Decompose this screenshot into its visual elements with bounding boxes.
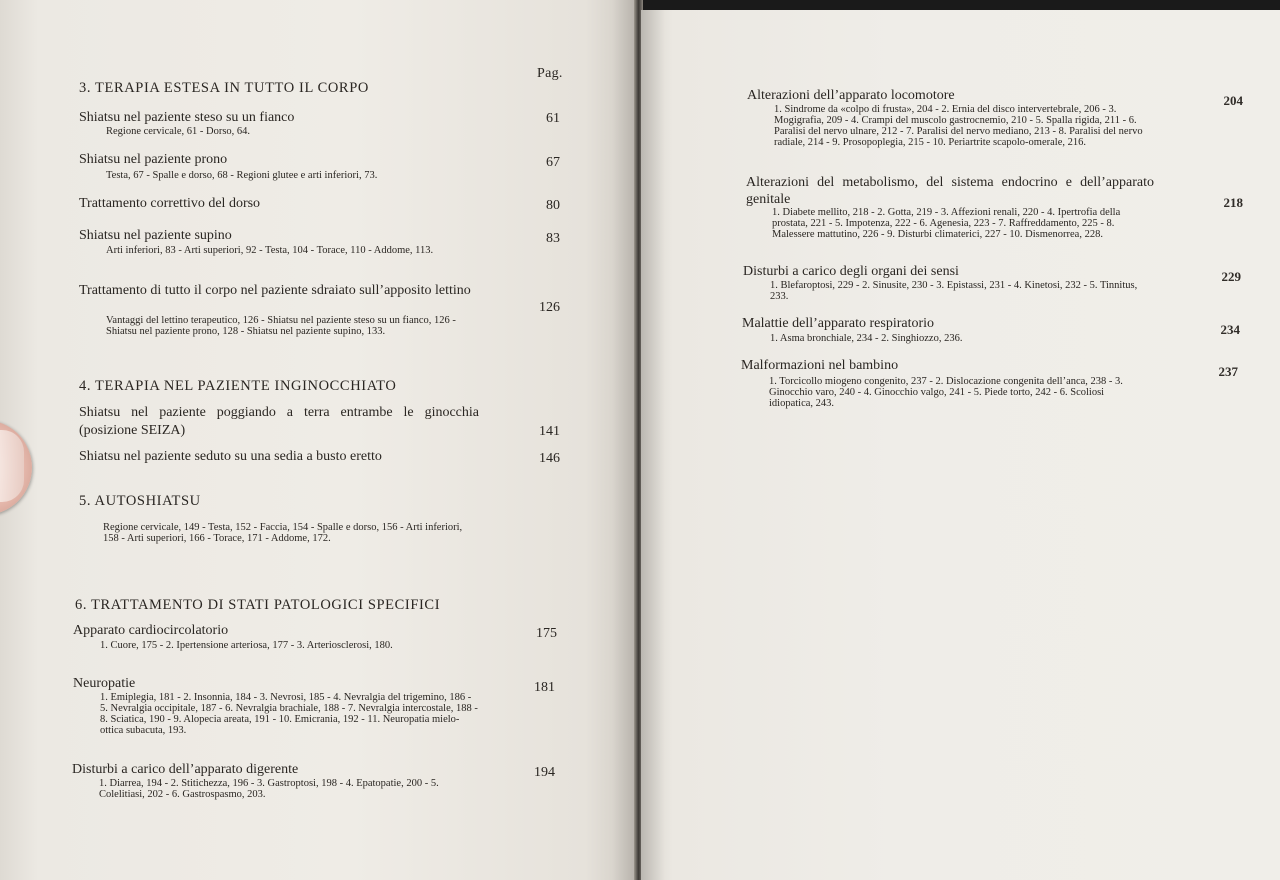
toc-entry-page: 218 [1223,195,1243,210]
toc-entry-page: 83 [546,231,560,246]
toc-entry-subtopics: Testa, 67 - Spalle e dorso, 68 - Regioni glutee e arti inferiori, 73. [106,170,378,181]
toc-entry-title: Alterazioni del metabolismo, del sistema endocrino e dell’apparato genitale [746,175,1154,207]
toc-entry-subtopics: 1. Sindrome da «colpo di frusta», 204 - 2. Ernia del disco intervertebrale, 206 - 3. Mogigrafia, 209 - 4. Crampi del muscolo gastrocnemio, 210 - 5. Spalla rigida, 211 - 6. Paralisi del nervo ulnare, 212 - 7. Paralisi del nervo mediano, 213 - 8. Paralisi del nervo radiale, 214 - 9. Prosopoplegia, 215 - 10. Periartrite scapolo-omerale, 216. [774,104,1143,148]
toc-entry-title: Shiatsu nel paziente supino [79,228,232,243]
toc-entry-title: Disturbi a carico dell’apparato digerente [72,762,299,777]
toc-entry-title: Trattamento di tutto il corpo nel paziente sdraiato sull’apposito lettino [79,283,471,298]
page-column-label: Pag. [537,66,563,81]
toc-entry-page: 80 [546,198,560,213]
toc-entry-page: 146 [539,451,560,466]
toc-entry-subtopics: Vantaggi del lettino terapeutico, 126 - Shiatsu nel paziente steso su un fianco, 126 - Shiatsu nel paziente prono, 128 - Shiatsu nel paziente supino, 133. [106,315,456,337]
toc-entry-page: 234 [1220,322,1240,337]
section-heading-5: 5. AUTOSHIATSU [79,493,201,509]
toc-entry-title: Shiatsu nel paziente poggiando a terra entrambe le ginocchia (posizione SEIZA) [79,405,479,438]
section-heading-6: 6. TRATTAMENTO DI STATI PATOLOGICI SPECIFICI [75,597,441,613]
toc-entry-subtopics: 1. Torcicollo miogeno congenito, 237 - 2. Dislocazione congenita dell’anca, 238 - 3. Ginocchio varo, 240 - 4. Ginocchio valgo, 241 - 5. Piede torto, 242 - 6. Scoliosi idiopatica, 243. [769,376,1123,409]
toc-entry-subtopics: 1. Cuore, 175 - 2. Ipertensione arteriosa, 177 - 3. Arteriosclerosi, 180. [100,640,393,651]
toc-entry-title: Malattie dell’apparato respiratorio [742,316,935,331]
toc-entry-title: Shiatsu nel paziente seduto su una sedia a busto eretto [79,449,382,464]
section-heading-3: 3. TERAPIA ESTESA IN TUTTO IL CORPO [79,80,369,96]
toc-entry-page: 181 [534,680,555,695]
right-page [641,10,1280,880]
toc-entry-title: Malformazioni nel bambino [741,358,899,373]
toc-entry-subtopics: 1. Asma bronchiale, 234 - 2. Singhiozzo, 236. [770,333,963,344]
toc-entry-title: Alterazioni dell’apparato locomotore [747,88,955,103]
toc-entry-subtopics: Regione cervicale, 61 - Dorso, 64. [106,126,251,137]
toc-entry-title: Neuropatie [73,676,136,691]
toc-entry-page: 141 [539,424,560,439]
left-page [0,0,636,880]
toc-entry-subtopics: 1. Diabete mellito, 218 - 2. Gotta, 219 - 3. Affezioni renali, 220 - 4. Ipertrofia della prostata, 221 - 5. Impotenza, 222 - 6. Agenesia, 223 - 7. Raffreddamento, 225 - 8. Malessere mattutino, 226 - 9. Disturbi climaterici, 227 - 10. Dismenorrea, 228. [772,207,1121,240]
toc-entry-page: 194 [534,765,555,780]
toc-entry-subtopics: 1. Emiplegia, 181 - 2. Insonnia, 184 - 3. Nevrosi, 185 - 4. Nevralgia del trigemino, 186 - 5. Nevralgia occipitale, 187 - 6. Nevralgia brachiale, 188 - 7. Nevralgia intercostale, 188 - 8. Sciatica, 190 - 9. Alopecia areata, 191 - 10. Emicrania, 192 - 11. Neuropatia mielo-ottica subacuta, 193. [100,692,478,736]
toc-entry-title: Shiatsu nel paziente prono [79,152,228,167]
fold-shadow [641,10,665,880]
toc-entry-page: 204 [1223,93,1243,108]
toc-entry-title: Apparato cardiocircolatorio [73,623,229,638]
fold-shadow [612,0,636,880]
toc-entry-page: 237 [1218,364,1238,379]
toc-entry-page: 67 [546,155,560,170]
toc-entry-page: 175 [536,626,557,641]
section-heading-4: 4. TERAPIA NEL PAZIENTE INGINOCCHIATO [79,378,397,394]
toc-entry-title: Disturbi a carico degli organi dei sensi [743,264,959,279]
toc-entry-page: 61 [546,111,560,126]
toc-entry-subtopics: Regione cervicale, 149 - Testa, 152 - Faccia, 154 - Spalle e dorso, 156 - Arti inferiori, 158 - Arti superiori, 166 - Torace, 171 - Addome, 172. [103,522,463,544]
toc-entry-subtopics: 1. Diarrea, 194 - 2. Stitichezza, 196 - 3. Gastroptosi, 198 - 4. Epatopatie, 200 - 5. Colelitiasi, 202 - 6. Gastrospasmo, 203. [99,778,439,800]
toc-entry-subtopics: 1. Blefaroptosi, 229 - 2. Sinusite, 230 - 3. Epistassi, 231 - 4. Kinetosi, 232 - 5. Tinnitus, 233. [770,280,1138,302]
toc-entry-page: 126 [539,300,560,315]
toc-entry-title: Trattamento correttivo del dorso [79,196,261,211]
toc-entry-title: Shiatsu nel paziente steso su un fianco [79,110,295,125]
thumbnail-highlight [0,430,24,502]
toc-entry-subtopics: Arti inferiori, 83 - Arti superiori, 92 - Testa, 104 - Torace, 110 - Addome, 113. [106,245,434,256]
toc-entry-page: 229 [1221,269,1241,284]
